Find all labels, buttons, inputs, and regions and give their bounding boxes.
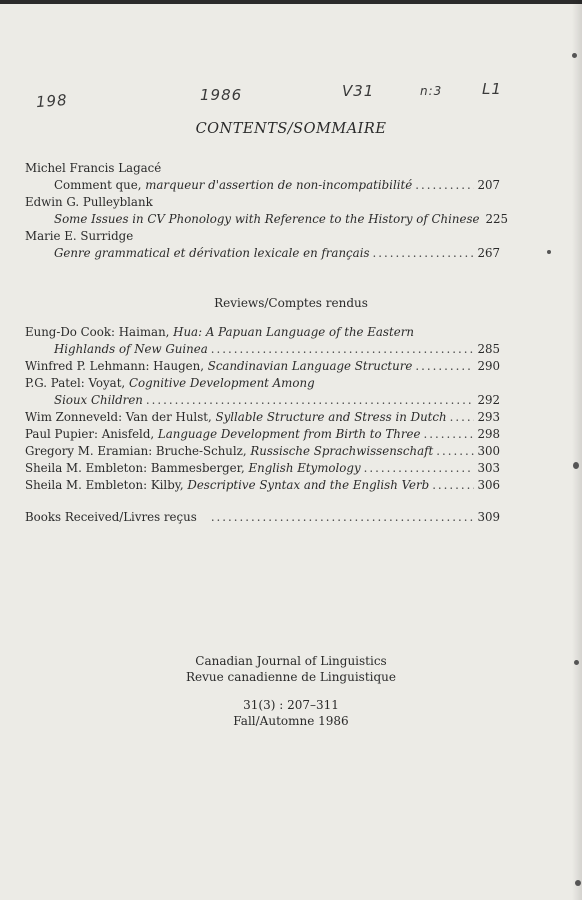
handwritten-mark: 1986 — [200, 86, 243, 104]
review-entry — [25, 460, 500, 477]
leader-dots — [373, 245, 475, 262]
scan-speck — [573, 462, 579, 469]
scan-speck — [547, 250, 551, 254]
article-entry — [54, 211, 509, 228]
handwritten-mark: V31 — [342, 82, 375, 100]
books-received-label: Books Received/Livres reçus — [25, 510, 197, 524]
scan-speck — [572, 53, 577, 58]
review-entry-line — [25, 324, 414, 341]
review-lead: Eung-Do Cook: Haiman, — [25, 325, 174, 339]
leader-dots — [432, 477, 474, 494]
leader-dots — [146, 392, 475, 409]
article-title: Some Issues in CV Phonology with Reference to the History of Chinese — [54, 212, 480, 226]
journal-name-en: Canadian Journal of Linguistics — [195, 654, 387, 668]
page-number: 306 — [477, 478, 500, 492]
review-title: Syllable Structure and Stress in Dutch — [215, 410, 447, 424]
review-title: Scandinavian Language Structure — [207, 359, 413, 373]
page-number: 293 — [477, 410, 500, 424]
review-lead: Winfred P. Lehmann: Haugen, — [25, 359, 208, 373]
review-title-cont: Sioux Children — [54, 393, 143, 407]
article-author: Marie E. Surridge — [25, 229, 134, 243]
page-number: 225 — [485, 212, 509, 226]
review-lead: Sheila M. Embleton: Kilby, — [25, 478, 188, 492]
handwritten-mark: L1 — [482, 80, 502, 98]
leader-dots — [211, 509, 475, 526]
handwritten-mark: n:3 — [420, 84, 443, 98]
reviews-heading: Reviews/Comptes rendus — [214, 296, 368, 310]
page-number: 298 — [477, 427, 500, 441]
leader-dots — [415, 358, 474, 375]
article-entry — [54, 245, 500, 262]
page-number: 207 — [477, 178, 500, 192]
review-lead: P.G. Patel: Voyat, — [25, 376, 129, 390]
review-entry — [25, 409, 500, 426]
review-entry — [25, 443, 500, 460]
page-number: 292 — [477, 393, 500, 407]
review-entry — [25, 426, 500, 443]
scan-speck — [574, 660, 579, 665]
leader-dots — [450, 409, 475, 426]
scan-top-edge — [0, 0, 582, 4]
article-title: marqueur d'assertion de non-incompatibilité — [145, 178, 413, 192]
page-title: CONTENTS/SOMMAIRE — [195, 121, 387, 137]
leader-dots — [364, 460, 475, 477]
review-lead: Paul Pupier: Anisfeld, — [25, 427, 158, 441]
books-received-entry — [25, 509, 500, 526]
journal-name-fr: Revue canadienne de Linguistique — [185, 670, 397, 684]
review-title: Descriptive Syntax and the English Verb — [187, 478, 430, 492]
review-entry — [25, 477, 500, 494]
review-entry — [54, 392, 500, 409]
article-entry — [54, 177, 500, 194]
review-title: English Etymology — [248, 461, 361, 475]
article-author: Edwin G. Pulleyblank — [25, 195, 153, 209]
issue-season: Fall/Automne 1986 — [233, 714, 349, 728]
article-title: Genre grammatical et dérivation lexicale en français — [54, 246, 370, 260]
review-title: Language Development from Birth to Three — [157, 427, 421, 441]
article-author: Michel Francis Lagacé — [25, 161, 162, 175]
article-title-plain: Comment que, — [54, 178, 146, 192]
review-entry — [54, 341, 500, 358]
review-title: Hua: A Papuan Language of the Eastern — [173, 325, 414, 339]
page-number: 300 — [477, 444, 500, 458]
review-entry-line — [25, 375, 315, 392]
handwritten-mark: 198 — [35, 90, 69, 112]
review-lead: Wim Zonneveld: Van der Hulst, — [25, 410, 216, 424]
page-number: 267 — [477, 246, 500, 260]
page-number: 309 — [477, 510, 500, 524]
page-number: 290 — [477, 359, 500, 373]
review-entry — [25, 358, 500, 375]
volume-issue: 31(3) : 207–311 — [243, 698, 339, 712]
review-title: Russische Sprachwissenschaft — [250, 444, 434, 458]
page-number: 303 — [477, 461, 500, 475]
leader-dots — [415, 177, 474, 194]
review-title-cont: Highlands of New Guinea — [54, 342, 208, 356]
page-number: 285 — [477, 342, 500, 356]
review-lead: Sheila M. Embleton: Bammesberger, — [25, 461, 249, 475]
review-title: Cognitive Development Among — [128, 376, 315, 390]
leader-dots — [211, 341, 475, 358]
leader-dots — [436, 443, 474, 460]
review-lead: Gregory M. Eramian: Bruche-Schulz, — [25, 444, 251, 458]
leader-dots — [423, 426, 474, 443]
scan-speck — [575, 880, 581, 886]
